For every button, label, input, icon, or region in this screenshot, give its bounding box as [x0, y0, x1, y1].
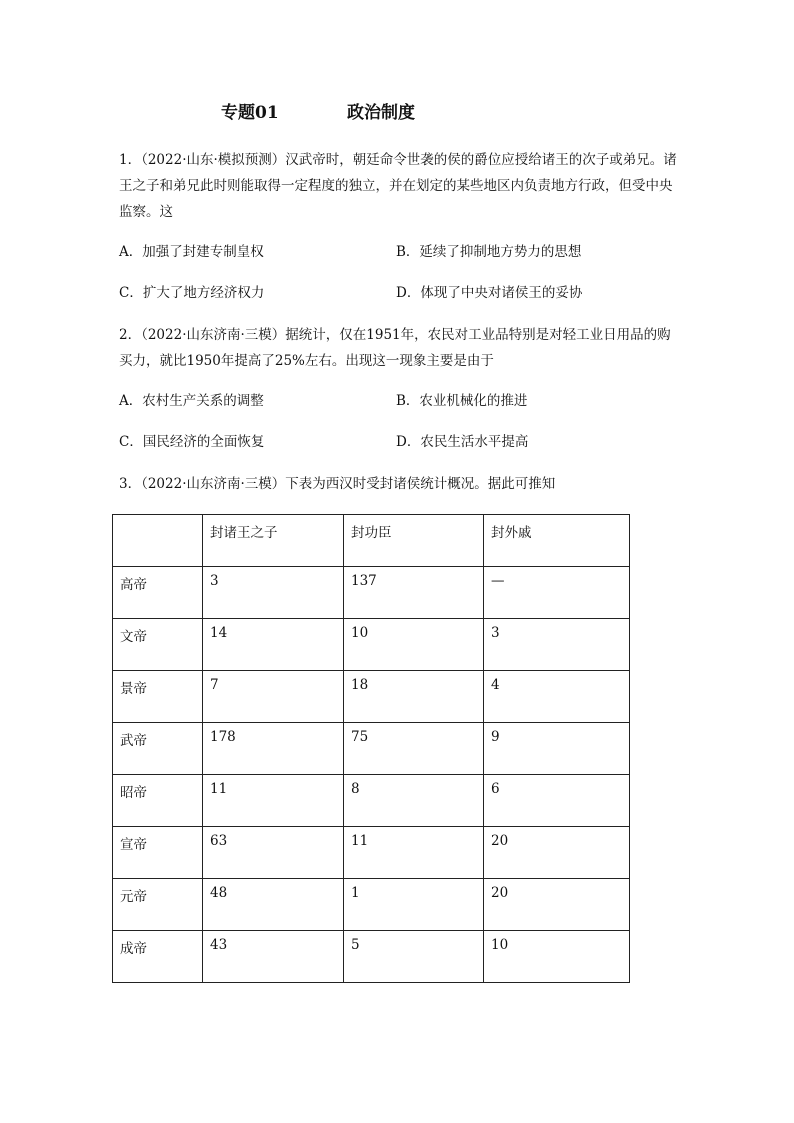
question-2-option-b: B．农业机械化的推进: [396, 393, 528, 409]
question-2-option-d: D．农民生活水平提高: [396, 434, 529, 450]
table-header-row: [113, 515, 630, 567]
table-cell: 7: [203, 671, 344, 723]
question-2-stem: 2．（2022·山东济南·三模）据统计，仅在1951年，农民对工业品特别是对轻工业日用品的购买力，就比1950年提高了25%左右。出现这一现象主要是由于: [119, 327, 671, 369]
question-1-option-d: D．体现了中央对诸侯王的妥协: [396, 285, 583, 301]
table-header-cell: [113, 515, 203, 567]
table-cell: 20: [484, 879, 630, 931]
table-cell: 武帝: [113, 723, 203, 775]
table-row: [113, 827, 630, 879]
table-header-cell: 封功臣: [344, 515, 484, 567]
table-row: [113, 775, 630, 827]
table-cell: 昭帝: [113, 775, 203, 827]
question-1-stem: 1．（2022·山东·模拟预测）汉武帝时，朝廷命令世袭的侯的爵位应授给诸王的次子或弟兄。诸王之子和弟兄此时则能取得一定程度的独立，并在划定的某些地区内负责地方行政，但受中央监察。这: [119, 152, 677, 220]
table-cell: 11: [344, 827, 484, 879]
table-row: [113, 619, 630, 671]
table-cell: 63: [203, 827, 344, 879]
question-1-option-c: C．扩大了地方经济权力: [119, 285, 265, 301]
question-2-option-c: C．国民经济的全面恢复: [119, 434, 265, 450]
table-cell: 75: [344, 723, 484, 775]
table-cell: 20: [484, 827, 630, 879]
table-cell: 14: [203, 619, 344, 671]
question-1-option-b: B．延续了抑制地方势力的思想: [396, 244, 582, 260]
table-cell: 4: [484, 671, 630, 723]
table-row: [113, 671, 630, 723]
table-cell: 高帝: [113, 567, 203, 619]
table-cell: 宣帝: [113, 827, 203, 879]
table-cell: 文帝: [113, 619, 203, 671]
table-header-cell: 封诸王之子: [203, 515, 344, 567]
enfeoffment-table: [112, 514, 630, 983]
table-cell: 8: [344, 775, 484, 827]
table-cell: 5: [344, 931, 484, 983]
question-1-option-a: A．加强了封建专制皇权: [119, 244, 264, 260]
table-cell: 137: [344, 567, 484, 619]
question-2-option-a: A．农村生产关系的调整: [119, 393, 264, 409]
table-cell: 3: [203, 567, 344, 619]
table-cell: 43: [203, 931, 344, 983]
table-cell: 11: [203, 775, 344, 827]
table-row: [113, 879, 630, 931]
table-cell: 48: [203, 879, 344, 931]
table-row: [113, 567, 630, 619]
table-cell: 3: [484, 619, 630, 671]
title-topic: 专题01: [221, 103, 279, 123]
table-row: [113, 931, 630, 983]
question-3-stem: 3．（2022·山东济南·三模）下表为西汉时受封诸侯统计概况。据此可推知: [119, 476, 556, 492]
table-cell: —: [484, 567, 630, 619]
table-header-cell: 封外戚: [484, 515, 630, 567]
table-cell: 元帝: [113, 879, 203, 931]
table-cell: 9: [484, 723, 630, 775]
table-cell: 景帝: [113, 671, 203, 723]
table-cell: 10: [484, 931, 630, 983]
table-cell: 1: [344, 879, 484, 931]
table-row: [113, 723, 630, 775]
table-cell: 10: [344, 619, 484, 671]
table-cell: 6: [484, 775, 630, 827]
title-name: 政治制度: [347, 103, 415, 123]
table-cell: 178: [203, 723, 344, 775]
table-cell: 成帝: [113, 931, 203, 983]
table-cell: 18: [344, 671, 484, 723]
